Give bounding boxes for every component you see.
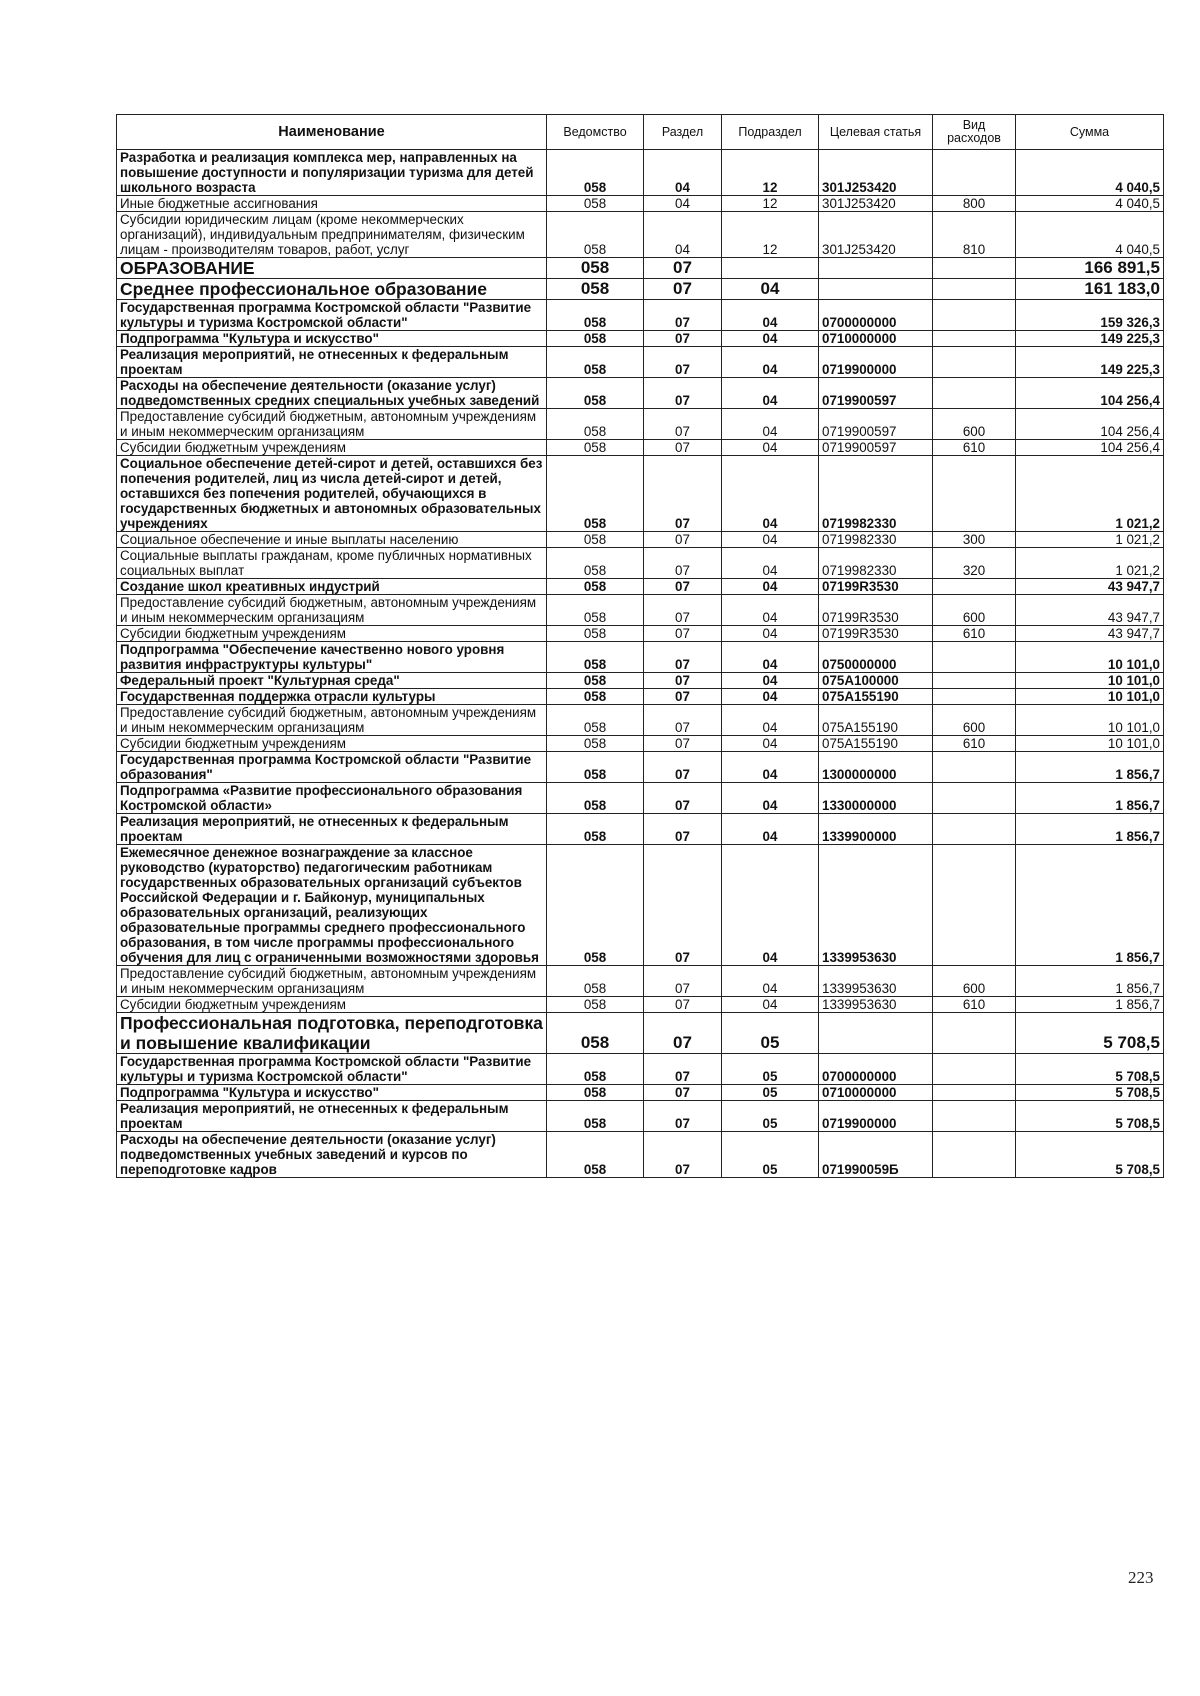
cell-podrazdel: 04 — [722, 673, 819, 689]
cell-vid-rashodov — [933, 689, 1016, 705]
cell-celevaya-statya: 1339900000 — [819, 814, 933, 845]
cell-vedomstvo: 058 — [547, 548, 644, 579]
cell-razdel: 07 — [644, 752, 722, 783]
cell-podrazdel: 04 — [722, 456, 819, 532]
header-celevaya-statya: Целевая статья — [819, 115, 933, 150]
cell-razdel: 07 — [644, 279, 722, 300]
cell-vid-rashodov — [933, 258, 1016, 279]
cell-name: Субсидии бюджетным учреждениям — [117, 736, 547, 752]
cell-razdel: 07 — [644, 673, 722, 689]
cell-vedomstvo: 058 — [547, 347, 644, 378]
cell-summa: 43 947,7 — [1016, 595, 1164, 626]
cell-name: Подпрограмма "Культура и искусство" — [117, 1085, 547, 1101]
cell-celevaya-statya: 1339953630 — [819, 845, 933, 966]
cell-name: ОБРАЗОВАНИЕ — [117, 258, 547, 279]
cell-vedomstvo: 058 — [547, 440, 644, 456]
cell-name: Расходы на обеспечение деятельности (оказание услуг) подведомственных средних специальных учебных заведений — [117, 378, 547, 409]
cell-celevaya-statya — [819, 258, 933, 279]
cell-celevaya-statya: 0700000000 — [819, 300, 933, 331]
cell-podrazdel: 04 — [722, 347, 819, 378]
table-row — [117, 378, 1164, 409]
cell-vedomstvo: 058 — [547, 532, 644, 548]
cell-vid-rashodov — [933, 1101, 1016, 1132]
cell-razdel: 07 — [644, 845, 722, 966]
cell-celevaya-statya: 0719900000 — [819, 1101, 933, 1132]
cell-celevaya-statya: 0719982330 — [819, 532, 933, 548]
cell-summa: 159 326,3 — [1016, 300, 1164, 331]
cell-podrazdel: 04 — [722, 279, 819, 300]
cell-razdel: 07 — [644, 689, 722, 705]
cell-razdel: 07 — [644, 595, 722, 626]
cell-summa: 4 040,5 — [1016, 150, 1164, 196]
cell-podrazdel: 04 — [722, 579, 819, 595]
cell-celevaya-statya: 0719900597 — [819, 409, 933, 440]
cell-name: Предоставление субсидий бюджетным, автономным учреждениям и иным некоммерческим организациям — [117, 595, 547, 626]
cell-celevaya-statya: 1339953630 — [819, 997, 933, 1013]
cell-celevaya-statya: 0750000000 — [819, 642, 933, 673]
cell-summa: 1 856,7 — [1016, 966, 1164, 997]
table-row — [117, 532, 1164, 548]
table-body — [117, 150, 1164, 1178]
cell-vid-rashodov: 600 — [933, 595, 1016, 626]
cell-podrazdel: 05 — [722, 1054, 819, 1085]
cell-podrazdel: 04 — [722, 736, 819, 752]
cell-summa: 1 021,2 — [1016, 548, 1164, 579]
cell-vedomstvo: 058 — [547, 1013, 644, 1054]
table-row — [117, 579, 1164, 595]
cell-vid-rashodov — [933, 783, 1016, 814]
cell-podrazdel: 04 — [722, 966, 819, 997]
cell-podrazdel: 12 — [722, 150, 819, 196]
header-vedomstvo: Ведомство — [547, 115, 644, 150]
cell-vid-rashodov — [933, 378, 1016, 409]
cell-podrazdel: 04 — [722, 689, 819, 705]
cell-summa: 1 021,2 — [1016, 532, 1164, 548]
cell-razdel: 07 — [644, 331, 722, 347]
cell-razdel: 07 — [644, 783, 722, 814]
cell-name: Государственная программа Костромской области "Развитие культуры и туризма Костромской области" — [117, 300, 547, 331]
cell-name: Социальные выплаты гражданам, кроме публичных нормативных социальных выплат — [117, 548, 547, 579]
cell-name: Государственная программа Костромской области "Развитие культуры и туризма Костромской области" — [117, 1054, 547, 1085]
table-row — [117, 1054, 1164, 1085]
header-name: Наименование — [117, 115, 547, 150]
table-row — [117, 783, 1164, 814]
cell-summa: 10 101,0 — [1016, 705, 1164, 736]
cell-summa: 1 856,7 — [1016, 752, 1164, 783]
cell-name: Предоставление субсидий бюджетным, автономным учреждениям и иным некоммерческим организациям — [117, 705, 547, 736]
cell-celevaya-statya: 0719900000 — [819, 347, 933, 378]
table-row — [117, 997, 1164, 1013]
cell-vid-rashodov: 610 — [933, 440, 1016, 456]
cell-vedomstvo: 058 — [547, 966, 644, 997]
cell-vid-rashodov: 600 — [933, 966, 1016, 997]
cell-vid-rashodov: 800 — [933, 196, 1016, 212]
cell-celevaya-statya: 07199R3530 — [819, 626, 933, 642]
cell-name: Ежемесячное денежное вознаграждение за классное руководство (кураторство) педагогическим работникам государственных образовательных организаций субъектов Российской Федерации и г. Байконур, муниципальных образовательных организаций, реализующих образовательные программы среднего профессионального образования, в том числе программы профессионального обучения для лиц с ограниченными возможностями здоровья — [117, 845, 547, 966]
cell-name: Подпрограмма «Развитие профессионального образования Костромской области» — [117, 783, 547, 814]
cell-razdel: 07 — [644, 1085, 722, 1101]
cell-vid-rashodov — [933, 1085, 1016, 1101]
cell-podrazdel: 04 — [722, 814, 819, 845]
cell-podrazdel: 04 — [722, 331, 819, 347]
cell-vedomstvo: 058 — [547, 456, 644, 532]
cell-celevaya-statya: 075A155190 — [819, 705, 933, 736]
table-row — [117, 626, 1164, 642]
cell-vedomstvo: 058 — [547, 626, 644, 642]
cell-celevaya-statya: 07199R3530 — [819, 595, 933, 626]
cell-vid-rashodov — [933, 579, 1016, 595]
cell-podrazdel — [722, 258, 819, 279]
cell-vid-rashodov: 320 — [933, 548, 1016, 579]
table-row — [117, 642, 1164, 673]
cell-celevaya-statya: 075A100000 — [819, 673, 933, 689]
page-number: 223 — [1128, 1568, 1154, 1587]
cell-celevaya-statya: 301J253420 — [819, 212, 933, 258]
cell-celevaya-statya: 071990059Б — [819, 1132, 933, 1178]
cell-summa: 43 947,7 — [1016, 579, 1164, 595]
cell-vid-rashodov — [933, 1013, 1016, 1054]
cell-razdel: 07 — [644, 532, 722, 548]
cell-podrazdel: 04 — [722, 409, 819, 440]
table-row — [117, 1101, 1164, 1132]
cell-celevaya-statya: 0719982330 — [819, 456, 933, 532]
cell-razdel: 07 — [644, 1132, 722, 1178]
cell-podrazdel: 05 — [722, 1101, 819, 1132]
table-row — [117, 736, 1164, 752]
cell-celevaya-statya: 0719982330 — [819, 548, 933, 579]
cell-vid-rashodov: 600 — [933, 705, 1016, 736]
cell-podrazdel: 05 — [722, 1132, 819, 1178]
table-row — [117, 845, 1164, 966]
table-row — [117, 300, 1164, 331]
cell-podrazdel: 12 — [722, 212, 819, 258]
header-vid-rashodov: Вид расходов — [933, 115, 1016, 150]
cell-celevaya-statya: 075A155190 — [819, 689, 933, 705]
header-razdel: Раздел — [644, 115, 722, 150]
cell-razdel: 07 — [644, 626, 722, 642]
cell-vedomstvo: 058 — [547, 595, 644, 626]
cell-name: Реализация мероприятий, не отнесенных к федеральным проектам — [117, 347, 547, 378]
cell-vedomstvo: 058 — [547, 196, 644, 212]
cell-celevaya-statya: 301J253420 — [819, 196, 933, 212]
cell-celevaya-statya: 1339953630 — [819, 966, 933, 997]
table-row — [117, 258, 1164, 279]
cell-vedomstvo: 058 — [547, 579, 644, 595]
cell-summa: 104 256,4 — [1016, 440, 1164, 456]
cell-vid-rashodov — [933, 673, 1016, 689]
cell-vedomstvo: 058 — [547, 1132, 644, 1178]
cell-razdel: 07 — [644, 300, 722, 331]
table-row — [117, 440, 1164, 456]
cell-vid-rashodov — [933, 642, 1016, 673]
cell-name: Среднее профессиональное образование — [117, 279, 547, 300]
cell-razdel: 07 — [644, 1013, 722, 1054]
table-row — [117, 196, 1164, 212]
cell-celevaya-statya — [819, 1013, 933, 1054]
cell-podrazdel: 04 — [722, 626, 819, 642]
cell-summa: 10 101,0 — [1016, 736, 1164, 752]
table-row — [117, 409, 1164, 440]
cell-vid-rashodov — [933, 150, 1016, 196]
cell-celevaya-statya: 0719900597 — [819, 440, 933, 456]
cell-summa: 1 856,7 — [1016, 814, 1164, 845]
cell-razdel: 07 — [644, 642, 722, 673]
cell-celevaya-statya: 1330000000 — [819, 783, 933, 814]
cell-vedomstvo: 058 — [547, 997, 644, 1013]
cell-summa: 149 225,3 — [1016, 347, 1164, 378]
cell-vedomstvo: 058 — [547, 212, 644, 258]
cell-podrazdel: 12 — [722, 196, 819, 212]
cell-razdel: 07 — [644, 1101, 722, 1132]
cell-name: Разработка и реализация комплекса мер, направленных на повышение доступности и популяризации туризма для детей школьного возраста — [117, 150, 547, 196]
cell-podrazdel: 04 — [722, 548, 819, 579]
cell-vedomstvo: 058 — [547, 673, 644, 689]
cell-vid-rashodov: 810 — [933, 212, 1016, 258]
cell-summa: 149 225,3 — [1016, 331, 1164, 347]
cell-name: Субсидии бюджетным учреждениям — [117, 626, 547, 642]
cell-name: Федеральный проект "Культурная среда" — [117, 673, 547, 689]
cell-razdel: 07 — [644, 997, 722, 1013]
cell-celevaya-statya: 301J253420 — [819, 150, 933, 196]
cell-name: Предоставление субсидий бюджетным, автономным учреждениям и иным некоммерческим организациям — [117, 409, 547, 440]
cell-name: Предоставление субсидий бюджетным, автономным учреждениям и иным некоммерческим организациям — [117, 966, 547, 997]
cell-vid-rashodov: 600 — [933, 409, 1016, 440]
cell-podrazdel: 05 — [722, 1085, 819, 1101]
cell-vedomstvo: 058 — [547, 300, 644, 331]
cell-vedomstvo: 058 — [547, 642, 644, 673]
cell-vid-rashodov — [933, 845, 1016, 966]
cell-vedomstvo: 058 — [547, 1085, 644, 1101]
cell-razdel: 07 — [644, 378, 722, 409]
cell-summa: 10 101,0 — [1016, 642, 1164, 673]
table-row — [117, 150, 1164, 196]
cell-summa: 5 708,5 — [1016, 1054, 1164, 1085]
cell-vid-rashodov: 610 — [933, 997, 1016, 1013]
table-row — [117, 705, 1164, 736]
cell-podrazdel: 04 — [722, 440, 819, 456]
cell-vid-rashodov: 610 — [933, 736, 1016, 752]
table-row — [117, 595, 1164, 626]
table-row — [117, 1085, 1164, 1101]
cell-celevaya-statya — [819, 279, 933, 300]
cell-vedomstvo: 058 — [547, 258, 644, 279]
cell-name: Социальное обеспечение детей-сирот и детей, оставшихся без попечения родителей, лиц из числа детей-сирот и детей, оставшихся без попечения родителей, обучающихся в государственных бюджетных и автономных образовательных учреждениях — [117, 456, 547, 532]
cell-vedomstvo: 058 — [547, 409, 644, 440]
cell-summa: 5 708,5 — [1016, 1132, 1164, 1178]
cell-podrazdel: 04 — [722, 378, 819, 409]
cell-razdel: 07 — [644, 736, 722, 752]
cell-razdel: 07 — [644, 966, 722, 997]
cell-summa: 166 891,5 — [1016, 258, 1164, 279]
cell-celevaya-statya: 0710000000 — [819, 331, 933, 347]
cell-summa: 1 021,2 — [1016, 456, 1164, 532]
cell-name: Расходы на обеспечение деятельности (оказание услуг) подведомственных учебных заведений и курсов по переподготовке кадров — [117, 1132, 547, 1178]
cell-name: Субсидии бюджетным учреждениям — [117, 997, 547, 1013]
cell-celevaya-statya: 1300000000 — [819, 752, 933, 783]
cell-summa: 1 856,7 — [1016, 997, 1164, 1013]
cell-name: Субсидии юридическим лицам (кроме некоммерческих организаций), индивидуальным предпринимателям, физическим лицам - производителям товаров, работ, услуг — [117, 212, 547, 258]
cell-razdel: 07 — [644, 579, 722, 595]
cell-celevaya-statya: 0700000000 — [819, 1054, 933, 1085]
cell-summa: 10 101,0 — [1016, 689, 1164, 705]
cell-razdel: 07 — [644, 548, 722, 579]
cell-celevaya-statya: 07199R3530 — [819, 579, 933, 595]
cell-summa: 4 040,5 — [1016, 196, 1164, 212]
cell-podrazdel: 04 — [722, 300, 819, 331]
table-row — [117, 673, 1164, 689]
cell-summa: 1 856,7 — [1016, 845, 1164, 966]
table-row — [117, 279, 1164, 300]
cell-celevaya-statya: 075A155190 — [819, 736, 933, 752]
cell-name: Реализация мероприятий, не отнесенных к федеральным проектам — [117, 1101, 547, 1132]
cell-razdel: 07 — [644, 705, 722, 736]
cell-razdel: 04 — [644, 196, 722, 212]
cell-razdel: 07 — [644, 456, 722, 532]
cell-vid-rashodov — [933, 279, 1016, 300]
cell-vid-rashodov — [933, 1132, 1016, 1178]
cell-podrazdel: 04 — [722, 532, 819, 548]
cell-vid-rashodov — [933, 456, 1016, 532]
cell-name: Социальное обеспечение и иные выплаты населению — [117, 532, 547, 548]
budget-sheet — [116, 114, 1163, 1178]
table-row — [117, 548, 1164, 579]
cell-vedomstvo: 058 — [547, 814, 644, 845]
cell-vid-rashodov — [933, 1054, 1016, 1085]
cell-summa: 4 040,5 — [1016, 212, 1164, 258]
cell-name: Профессиональная подготовка, переподготовка и повышение квалификации — [117, 1013, 547, 1054]
cell-vid-rashodov — [933, 300, 1016, 331]
cell-vedomstvo: 058 — [547, 1101, 644, 1132]
cell-vid-rashodov — [933, 331, 1016, 347]
cell-razdel: 04 — [644, 212, 722, 258]
cell-name: Субсидии бюджетным учреждениям — [117, 440, 547, 456]
table-row — [117, 752, 1164, 783]
cell-celevaya-statya: 0710000000 — [819, 1085, 933, 1101]
cell-name: Подпрограмма "Культура и искусство" — [117, 331, 547, 347]
cell-name: Создание школ креативных индустрий — [117, 579, 547, 595]
cell-vedomstvo: 058 — [547, 331, 644, 347]
cell-summa: 104 256,4 — [1016, 378, 1164, 409]
table-header-row — [117, 115, 1164, 150]
table-row — [117, 966, 1164, 997]
cell-podrazdel: 05 — [722, 1013, 819, 1054]
cell-name: Реализация мероприятий, не отнесенных к федеральным проектам — [117, 814, 547, 845]
cell-celevaya-statya: 0719900597 — [819, 378, 933, 409]
header-summa: Сумма — [1016, 115, 1164, 150]
table-row — [117, 689, 1164, 705]
cell-vedomstvo: 058 — [547, 783, 644, 814]
cell-vid-rashodov: 610 — [933, 626, 1016, 642]
cell-podrazdel: 04 — [722, 595, 819, 626]
cell-vedomstvo: 058 — [547, 279, 644, 300]
table-row — [117, 331, 1164, 347]
cell-razdel: 07 — [644, 814, 722, 845]
cell-summa: 104 256,4 — [1016, 409, 1164, 440]
cell-summa: 43 947,7 — [1016, 626, 1164, 642]
cell-name: Государственная поддержка отрасли культуры — [117, 689, 547, 705]
cell-razdel: 07 — [644, 409, 722, 440]
cell-summa: 5 708,5 — [1016, 1013, 1164, 1054]
cell-summa: 5 708,5 — [1016, 1085, 1164, 1101]
cell-vedomstvo: 058 — [547, 150, 644, 196]
cell-razdel: 07 — [644, 258, 722, 279]
cell-podrazdel: 04 — [722, 997, 819, 1013]
cell-name: Подпрограмма "Обеспечение качественно нового уровня развития инфраструктуры культуры" — [117, 642, 547, 673]
cell-vid-rashodov — [933, 752, 1016, 783]
cell-podrazdel: 04 — [722, 642, 819, 673]
cell-vedomstvo: 058 — [547, 689, 644, 705]
cell-podrazdel: 04 — [722, 752, 819, 783]
cell-summa: 5 708,5 — [1016, 1101, 1164, 1132]
cell-vedomstvo: 058 — [547, 845, 644, 966]
cell-razdel: 04 — [644, 150, 722, 196]
cell-podrazdel: 04 — [722, 845, 819, 966]
table-row — [117, 1132, 1164, 1178]
cell-podrazdel: 04 — [722, 783, 819, 814]
table-row — [117, 212, 1164, 258]
cell-summa: 161 183,0 — [1016, 279, 1164, 300]
cell-razdel: 07 — [644, 440, 722, 456]
cell-summa: 1 856,7 — [1016, 783, 1164, 814]
cell-razdel: 07 — [644, 1054, 722, 1085]
budget-table — [116, 114, 1164, 1178]
cell-vid-rashodov: 300 — [933, 532, 1016, 548]
cell-vid-rashodov — [933, 814, 1016, 845]
cell-vid-rashodov — [933, 347, 1016, 378]
header-podrazdel: Подраздел — [722, 115, 819, 150]
cell-name: Государственная программа Костромской области "Развитие образования" — [117, 752, 547, 783]
cell-vedomstvo: 058 — [547, 378, 644, 409]
cell-name: Иные бюджетные ассигнования — [117, 196, 547, 212]
table-row — [117, 456, 1164, 532]
cell-summa: 10 101,0 — [1016, 673, 1164, 689]
cell-razdel: 07 — [644, 347, 722, 378]
cell-vedomstvo: 058 — [547, 705, 644, 736]
table-row — [117, 347, 1164, 378]
table-row — [117, 1013, 1164, 1054]
table-row — [117, 814, 1164, 845]
cell-vedomstvo: 058 — [547, 752, 644, 783]
cell-podrazdel: 04 — [722, 705, 819, 736]
cell-vedomstvo: 058 — [547, 1054, 644, 1085]
cell-vedomstvo: 058 — [547, 736, 644, 752]
